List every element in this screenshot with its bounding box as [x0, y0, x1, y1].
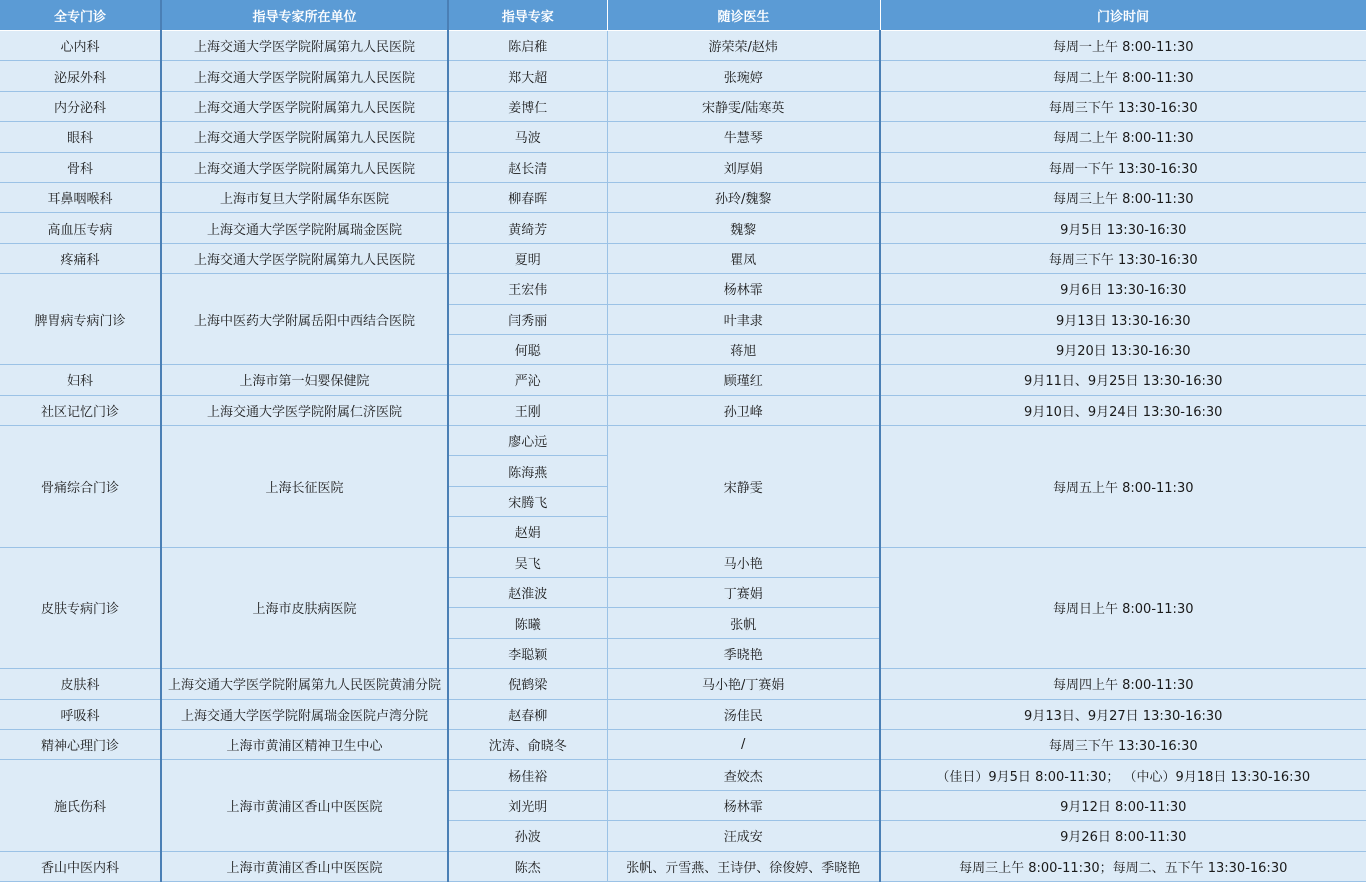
time-cell: 每周三下午 13:30-16:30 [880, 91, 1366, 121]
doctor-cell: 查姣杰 [607, 760, 880, 790]
dept-cell: 心内科 [0, 31, 161, 61]
time-cell: 9月13日、9月27日 13:30-16:30 [880, 699, 1366, 729]
unit-cell: 上海市皮肤病医院 [161, 547, 448, 669]
doctor-cell: 张帆 [607, 608, 880, 638]
expert-cell: 李聪颖 [448, 638, 607, 668]
time-cell: 每周三上午 8:00-11:30 [880, 182, 1366, 212]
expert-cell: 黄绮芳 [448, 213, 607, 243]
dept-cell: 精神心理门诊 [0, 729, 161, 759]
table-row [0, 365, 1366, 395]
unit-cell: 上海交通大学医学院附属瑞金医院卢湾分院 [161, 699, 448, 729]
time-cell: 每周五上午 8:00-11:30 [880, 426, 1366, 548]
dept-cell: 施氏伤科 [0, 760, 161, 851]
table-row [0, 31, 1366, 61]
doctor-cell: 季晓艳 [607, 638, 880, 668]
expert-cell: 刘光明 [448, 790, 607, 820]
table-row [0, 851, 1366, 881]
time-cell: 每周四上午 8:00-11:30 [880, 669, 1366, 699]
dept-cell: 高血压专病 [0, 213, 161, 243]
table-row [0, 729, 1366, 759]
expert-cell: 赵淮波 [448, 578, 607, 608]
doctor-cell: 游荣荣/赵炜 [607, 31, 880, 61]
doctor-cell: 孙玲/魏黎 [607, 182, 880, 212]
table-row [0, 182, 1366, 212]
expert-cell: 赵长清 [448, 152, 607, 182]
time-cell: 每周一上午 8:00-11:30 [880, 31, 1366, 61]
time-cell: 9月26日 8:00-11:30 [880, 821, 1366, 851]
table-row [0, 426, 1366, 456]
doctor-cell: 马小艳/丁赛娟 [607, 669, 880, 699]
doctor-cell: 叶聿隶 [607, 304, 880, 334]
time-cell: 每周二上午 8:00-11:30 [880, 61, 1366, 91]
table-row [0, 91, 1366, 121]
doctor-cell: 刘厚娟 [607, 152, 880, 182]
doctor-cell: 顾瑾红 [607, 365, 880, 395]
dept-cell: 皮肤科 [0, 669, 161, 699]
dept-cell: 内分泌科 [0, 91, 161, 121]
time-cell: 9月5日 13:30-16:30 [880, 213, 1366, 243]
doctor-cell: 丁赛娟 [607, 578, 880, 608]
time-cell: 9月6日 13:30-16:30 [880, 274, 1366, 304]
dept-cell: 社区记忆门诊 [0, 395, 161, 425]
dept-cell: 香山中医内科 [0, 851, 161, 881]
unit-cell: 上海交通大学医学院附属第九人民医院 [161, 243, 448, 273]
table-row [0, 395, 1366, 425]
expert-cell: 陈启稚 [448, 31, 607, 61]
table-row [0, 213, 1366, 243]
expert-cell: 赵娟 [448, 517, 607, 547]
expert-cell: 严沁 [448, 365, 607, 395]
dept-cell: 耳鼻咽喉科 [0, 182, 161, 212]
table-row [0, 152, 1366, 182]
expert-cell: 沈涛、俞晓冬 [448, 729, 607, 759]
doctor-cell: 张帆、亓雪燕、王诗伊、徐俊婷、季晓艳 [607, 851, 880, 881]
time-cell: 9月13日 13:30-16:30 [880, 304, 1366, 334]
unit-cell: 上海交通大学医学院附属第九人民医院 [161, 91, 448, 121]
expert-cell: 夏明 [448, 243, 607, 273]
time-cell: 9月12日 8:00-11:30 [880, 790, 1366, 820]
doctor-cell: 孙卫峰 [607, 395, 880, 425]
expert-cell: 闫秀丽 [448, 304, 607, 334]
doctor-cell: 瞿凤 [607, 243, 880, 273]
dept-cell: 骨科 [0, 152, 161, 182]
header-dept: 全专门诊 [0, 0, 161, 31]
expert-cell: 吴飞 [448, 547, 607, 577]
table-row [0, 243, 1366, 273]
unit-cell: 上海交通大学医学院附属瑞金医院 [161, 213, 448, 243]
time-cell: （佳日）9月5日 8:00-11:30； （中心）9月18日 13:30-16:30 [880, 760, 1366, 790]
expert-cell: 柳春晖 [448, 182, 607, 212]
dept-cell: 疼痛科 [0, 243, 161, 273]
expert-cell: 何聪 [448, 334, 607, 364]
doctor-cell: 蒋旭 [607, 334, 880, 364]
header-doctor: 随诊医生 [607, 0, 880, 31]
dept-cell: 泌尿外科 [0, 61, 161, 91]
dept-cell: 呼吸科 [0, 699, 161, 729]
time-cell: 每周日上午 8:00-11:30 [880, 547, 1366, 669]
expert-cell: 倪鹤梁 [448, 669, 607, 699]
doctor-cell: 杨林霏 [607, 790, 880, 820]
doctor-cell: 宋静雯/陆寒英 [607, 91, 880, 121]
unit-cell: 上海市黄浦区香山中医医院 [161, 760, 448, 851]
table-row [0, 699, 1366, 729]
time-cell: 9月11日、9月25日 13:30-16:30 [880, 365, 1366, 395]
table-row [0, 760, 1366, 790]
table-row [0, 547, 1366, 577]
expert-cell: 杨佳裕 [448, 760, 607, 790]
unit-cell: 上海市黄浦区精神卫生中心 [161, 729, 448, 759]
expert-cell: 马波 [448, 122, 607, 152]
dept-cell: 皮肤专病门诊 [0, 547, 161, 669]
expert-cell: 王宏伟 [448, 274, 607, 304]
dept-cell: 骨痛综合门诊 [0, 426, 161, 548]
time-cell: 每周二上午 8:00-11:30 [880, 122, 1366, 152]
unit-cell: 上海交通大学医学院附属第九人民医院 [161, 122, 448, 152]
expert-cell: 陈海燕 [448, 456, 607, 486]
expert-cell: 王刚 [448, 395, 607, 425]
doctor-cell: 杨林霏 [607, 274, 880, 304]
expert-cell: 陈曦 [448, 608, 607, 638]
dept-cell: 脾胃病专病门诊 [0, 274, 161, 365]
doctor-cell: 魏黎 [607, 213, 880, 243]
table-row [0, 122, 1366, 152]
expert-cell: 姜博仁 [448, 91, 607, 121]
expert-cell: 郑大超 [448, 61, 607, 91]
time-cell: 9月10日、9月24日 13:30-16:30 [880, 395, 1366, 425]
dept-cell: 眼科 [0, 122, 161, 152]
unit-cell: 上海长征医院 [161, 426, 448, 548]
time-cell: 每周三下午 13:30-16:30 [880, 243, 1366, 273]
unit-cell: 上海交通大学医学院附属第九人民医院 [161, 61, 448, 91]
unit-cell: 上海市第一妇婴保健院 [161, 365, 448, 395]
dept-cell: 妇科 [0, 365, 161, 395]
header-time: 门诊时间 [880, 0, 1366, 31]
expert-cell: 陈杰 [448, 851, 607, 881]
time-cell: 每周一下午 13:30-16:30 [880, 152, 1366, 182]
unit-cell: 上海交通大学医学院附属第九人民医院 [161, 152, 448, 182]
table-row [0, 274, 1366, 304]
doctor-cell: 张琬婷 [607, 61, 880, 91]
expert-cell: 孙波 [448, 821, 607, 851]
unit-cell: 上海市黄浦区香山中医医院 [161, 851, 448, 881]
expert-cell: 宋腾飞 [448, 486, 607, 516]
header-unit: 指导专家所在单位 [161, 0, 448, 31]
unit-cell: 上海交通大学医学院附属第九人民医院黄浦分院 [161, 669, 448, 699]
doctor-cell: 马小艳 [607, 547, 880, 577]
unit-cell: 上海交通大学医学院附属第九人民医院 [161, 31, 448, 61]
doctor-cell: / [607, 729, 880, 759]
time-cell: 每周三下午 13:30-16:30 [880, 729, 1366, 759]
time-cell: 9月20日 13:30-16:30 [880, 334, 1366, 364]
expert-cell: 赵春柳 [448, 699, 607, 729]
doctor-cell: 牛慧琴 [607, 122, 880, 152]
time-cell: 每周三上午 8:00-11:30；每周二、五下午 13:30-16:30 [880, 851, 1366, 881]
doctor-cell: 汤佳民 [607, 699, 880, 729]
unit-cell: 上海交通大学医学院附属仁济医院 [161, 395, 448, 425]
table-row [0, 61, 1366, 91]
header-row [0, 0, 1366, 31]
header-expert: 指导专家 [448, 0, 607, 31]
expert-cell: 廖心远 [448, 426, 607, 456]
doctor-cell: 宋静雯 [607, 426, 880, 548]
unit-cell: 上海市复旦大学附属华东医院 [161, 182, 448, 212]
unit-cell: 上海中医药大学附属岳阳中西结合医院 [161, 274, 448, 365]
doctor-cell: 汪成安 [607, 821, 880, 851]
table-row [0, 669, 1366, 699]
